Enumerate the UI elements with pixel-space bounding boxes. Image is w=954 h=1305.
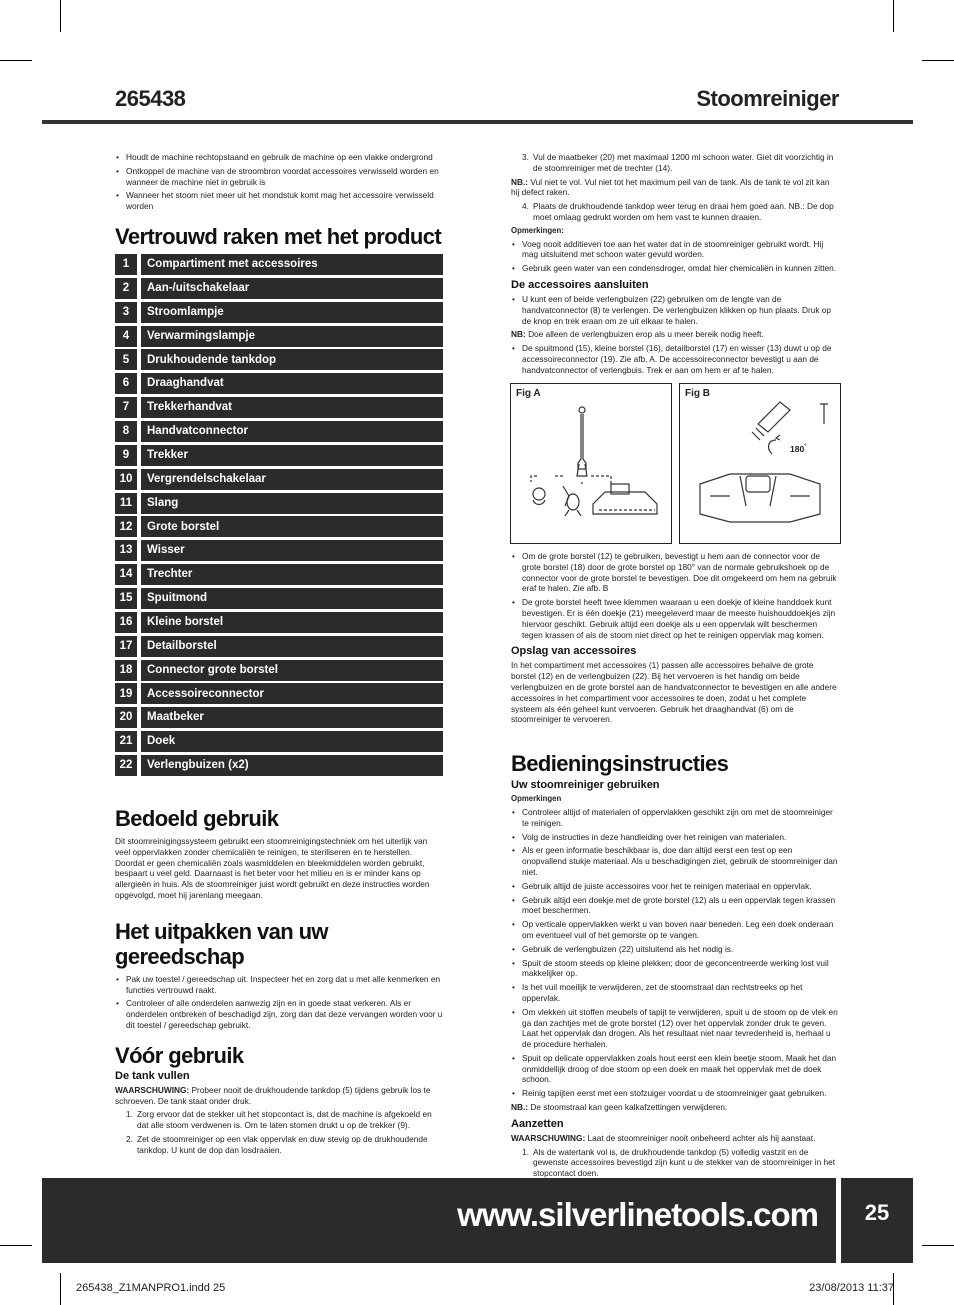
nb-paragraph: [511, 1102, 839, 1113]
parts-list-row: [115, 302, 443, 323]
warning-paragraph: [115, 1085, 443, 1107]
list-item: • Ontkoppel de machine van de stroombron voordat accessoires verwisseld worden en wanneer de machine niet in gebruik is: [126, 166, 443, 188]
parts-list-row: [115, 326, 443, 347]
part-number: 16: [115, 612, 137, 633]
part-number: 1: [115, 254, 137, 275]
step-number: 4.: [522, 201, 529, 212]
left-column: [115, 152, 443, 1159]
section-title-operation: Bedieningsinstructies: [511, 751, 729, 777]
step-text: Zorg ervoor dat de stekker uit het stopcontact is, dat de machine is afgekoeld en dat alle stoom verdwenen is. Om te laten stomen drukt u op de trekker (9).: [137, 1109, 432, 1131]
website-link[interactable]: www.silverlinetools.com: [457, 1196, 818, 1233]
list-item: • Gebruik de verlengbuizen (22) uitsluitend als het nodig is.: [522, 944, 839, 955]
part-name: Handvatconnector: [141, 421, 443, 442]
list-item: • U kunt een of beide verlengbuizen (22) gebruiken om de lengte van de handvatconnector (8) te verlengen. De verlengbuizen klikken op hun plaats. Druk op de knop en trek eraan om ze uit elkaar te halen.: [522, 294, 839, 326]
part-name: Stroomlampje: [141, 302, 443, 323]
parts-list-row: [115, 731, 443, 752]
warning-label: WAARSCHUWING:: [511, 1132, 586, 1143]
angle-value: 180: [790, 444, 805, 454]
step-text: Vul de maatbeker (20) met maximaal 1200 ml schoon water. Giet dit voorzichtig in de stoomreiniger met de trechter (14).: [533, 152, 834, 173]
remarks-label: Opmerkingen: [511, 794, 562, 804]
nb-label: NB.:: [511, 1102, 529, 1113]
list-item: • Gebruik geen water van een condensdroger, omdat hier chemicaliën in kunnen zitten.: [522, 263, 839, 274]
list-item: • Om vlekken uit stoffen meubels of tapijt te verwijderen, spuit u de stoom op de vlek en ga dan zachtjes met de grote borstel (12) over het oppervlak zonder druk te geven. Laat het oppervlak dan drogen. Als het resultaat niet naar tevredenheid is, herhaal u de procedure herhalen.: [522, 1007, 839, 1050]
parts-list-row: [115, 397, 443, 418]
step-number: 2.: [126, 1133, 133, 1144]
crop-mark: [922, 1245, 954, 1246]
part-number: 4: [115, 326, 137, 347]
figure-b-drawing: [680, 384, 840, 543]
figure-a-label: Fig A: [516, 388, 541, 399]
parts-list-row: [115, 493, 443, 514]
connect-bullets: [511, 343, 839, 375]
figure-b: [679, 383, 841, 544]
intended-use-text: Dit stoomreinigingssysteem gebruikt een stoomreinigingstechniek om het uiterlijk van veel oppervlakken zonder chemicaliën te reinigen, te steriliseren en te herstellen. Doordat er geen chemicaliën zoals wasmiddelen en bleekmiddelen worden gebruikt, bespaart u veel geld. Daarnaast is het beter voor het milieu en is er minder kans op allergieën in huis. Als de stoomreiniger juist wordt gebruikt en deze instructies worden opgevolgd, moet hij jarenlang meegaan.: [115, 836, 430, 901]
part-number: 19: [115, 683, 137, 704]
part-name: Wisser: [141, 540, 443, 561]
crop-mark: [922, 60, 954, 61]
parts-list-row: [115, 540, 443, 561]
part-name: Maatbeker: [141, 707, 443, 728]
parts-list-row: [115, 707, 443, 728]
step-number: 1.: [126, 1109, 133, 1120]
list-item: • Om de grote borstel (12) te gebruiken, bevestigt u hem aan de connector voor de grote borstel (18) door de grote borstel op 180° van de normale gebruikshoek op de connector voor de grote borstel te bevestigen. Doe dit omgekeerd om hem na gebruik eraf te halen. Zie afb. B: [522, 551, 839, 594]
part-name: Spuitmond: [141, 588, 443, 609]
step-number: 3.: [522, 152, 529, 162]
brush-bullets: [511, 551, 839, 640]
product-code: 265438: [115, 86, 186, 111]
figure-b-label: Fig B: [685, 388, 710, 399]
part-number: 7: [115, 397, 137, 418]
part-name: Detailborstel: [141, 636, 443, 657]
part-number: 5: [115, 349, 137, 370]
part-name: Verlengbuizen (x2): [141, 755, 443, 776]
part-name: Doek: [141, 731, 443, 752]
degree-symbol: °: [804, 444, 807, 451]
list-item: • Wanneer het stoom niet meer uit het mondstuk komt mag het accessoire verwisseld worden: [126, 190, 443, 212]
step-text: Als de watertank vol is, de drukhoudende tankdop (5) volledig vastzit en de gewenste accessoires bevestigd zijn kunt u de stekker van de stoomreiniger in het stopcontact doen.: [533, 1146, 836, 1179]
part-name: Slang: [141, 493, 443, 514]
part-name: Connector grote borstel: [141, 660, 443, 681]
part-number: 2: [115, 278, 137, 299]
nb-text: Doe alleen de verlengbuizen erop als u meer bereik nodig heeft.: [528, 329, 764, 340]
list-item: • Spuit de stoom steeds op kleine plekken; door de geconcentreerde werking lost vuil makkelijker op.: [522, 958, 839, 980]
subsection-connect-accessories: De accessoires aansluiten: [511, 278, 649, 291]
parts-list-row: [115, 421, 443, 442]
nb-label: NB:: [511, 329, 526, 340]
section-title-intended-use: Bedoeld gebruik: [115, 806, 279, 832]
warning-text: Probeer nooit de drukhoudende tankdop (5) tijdens gebruik los te schroeven. De tank staat onder druk.: [115, 1084, 431, 1106]
connect-bullets: [511, 294, 839, 326]
subsection-fill-tank: De tank vullen: [115, 1069, 190, 1082]
print-slug-file: 265438_Z1MANPRO1.indd 25: [76, 1282, 226, 1294]
print-slug-date: 23/08/2013 11:37: [809, 1282, 894, 1294]
list-item: [126, 1109, 443, 1131]
part-name: Kleine borstel: [141, 612, 443, 633]
step-text: Zet de stoomreiniger op een vlak oppervlak en duw stevig op de drukhoudende tankdop. U kunt de dop dan losdraaien.: [137, 1133, 428, 1155]
list-item: • Voeg nooit additieven toe aan het water dat in de stoomreiniger gebruikt wordt. Hij mag uitsluitend met schoon water gevuld worden.: [522, 239, 839, 261]
step-number: 1.: [522, 1146, 529, 1157]
crop-mark: [0, 1245, 32, 1246]
part-name: Vergrendelschakelaar: [141, 469, 443, 490]
start-steps: [511, 1147, 839, 1179]
part-number: 10: [115, 469, 137, 490]
part-name: Trechter: [141, 564, 443, 585]
nb-paragraph: [511, 177, 839, 199]
part-name: Trekker: [141, 445, 443, 466]
part-number: 8: [115, 421, 137, 442]
nb-text: De stoomstraal kan geen kalkafzettingen verwijderen.: [530, 1102, 728, 1113]
part-name: Drukhoudende tankdop: [141, 349, 443, 370]
part-number: 9: [115, 445, 137, 466]
footer-bar: [42, 1178, 836, 1263]
parts-list-row: [115, 516, 443, 537]
warning-paragraph: [511, 1133, 839, 1144]
part-number: 20: [115, 707, 137, 728]
list-item: • Spuit op delicate oppervlakken zoals hout eerst een klein beetje stoom. Maak het dan onmiddellijk droog of doe stoom op een doek en maak het oppervlak met de doek schoon.: [522, 1053, 839, 1085]
parts-list-row: [115, 588, 443, 609]
parts-list-row: [115, 564, 443, 585]
list-item: [522, 1146, 839, 1179]
list-item: [522, 152, 839, 174]
nb-label: NB.:: [511, 176, 529, 187]
list-item: [522, 201, 839, 223]
list-item: • Volg de instructies in deze handleiding over het reinigen van materialen.: [522, 832, 839, 843]
parts-list-row: [115, 349, 443, 370]
parts-list-row: [115, 445, 443, 466]
part-number: 18: [115, 660, 137, 681]
part-number: 13: [115, 540, 137, 561]
page-number: [841, 1178, 913, 1263]
remarks-bullets: [511, 239, 839, 274]
subsection-storage: Opslag van accessoires: [511, 645, 637, 658]
parts-list-row: [115, 636, 443, 657]
step-text: Plaats de drukhoudende tankdop weer terug en draai hem goed aan. NB.: De dop moet omlaag gedrukt worden om hem vast te kunnen draaien.: [533, 201, 834, 222]
part-name: Draaghandvat: [141, 373, 443, 394]
right-column-lower: [511, 551, 839, 1182]
list-item: • Als er geen informatie beschikbaar is, doe dan altijd eerst een test op een onopvallend stukje materiaal. Als u beschadigingen ziet, gebruik de stoomreiniger dan niet.: [522, 845, 839, 877]
operation-bullets: [511, 807, 839, 1099]
list-item: [126, 1133, 443, 1156]
part-number: 14: [115, 564, 137, 585]
parts-list-row: [115, 612, 443, 633]
product-name: Stoomreiniger: [696, 86, 839, 111]
part-name: Aan-/uitschakelaar: [141, 278, 443, 299]
subsection-use: Uw stoomreiniger gebruiken: [511, 779, 660, 792]
storage-text: In het compartiment met accessoires (1) passen alle accessoires behalve de grote borstel (12) en de verlengbuizen (22). Bij het vervoeren is het handig om beide verlengbuizen en de grote borstel aan de handvatconnector te bevestigen en alle andere accessoires in het compartiment voor accessoires te doen, zodat u het complete systeem als één geheel kunt vervoeren. Gebruik het draaghandvat (6) om de stoomreiniger te vervoeren.: [511, 660, 837, 725]
parts-list-row: [115, 660, 443, 681]
part-name: Compartiment met accessoires: [141, 254, 443, 275]
part-name: Grote borstel: [141, 516, 443, 537]
crop-mark: [60, 0, 61, 32]
warning-label: WAARSCHUWING:: [115, 1084, 190, 1095]
header-rule: [42, 120, 913, 124]
part-name: Accessoireconnector: [141, 683, 443, 704]
part-number: 3: [115, 302, 137, 323]
nb-paragraph: [511, 329, 839, 340]
page-number-text: 25: [864, 1200, 890, 1225]
parts-list-row: [115, 278, 443, 299]
parts-list-row: [115, 755, 443, 776]
list-item: • Reinig tapijten eerst met een stofzuiger voordat u de stoomreiniger gaat gebruiken.: [522, 1088, 839, 1099]
parts-list-row: [115, 373, 443, 394]
list-item: • Gebruik altijd de juiste accessoires voor het te reinigen materiaal en oppervlak.: [522, 881, 839, 892]
section-title-before-use: Vóór gebruik: [115, 1042, 244, 1068]
list-item: • De spuitmond (15), kleine borstel (16), detailborstel (17) en wisser (13) duwt u op de accessoireconnector (19). Zie afb. A. De accessoireconnector bevestigt u aan de handvatconnector of verlengbuis. Trek er aan om hem er af te halen.: [522, 343, 839, 375]
list-item: • Pak uw toestel / gereedschap uit. Inspecteer het en zorg dat u met alle kenmerken en functies vertrouwd raakt.: [126, 974, 443, 996]
part-number: 22: [115, 755, 137, 776]
nb-text: Vul niet te vol. Vul niet tot het maximum peil van de tank. Als de tank te vol zit kan hij defect raken.: [511, 176, 830, 198]
list-item: • Is het vuil moeilijk te verwijderen, zet de stoomstraal dan rechtstreeks op het oppervlak.: [522, 982, 839, 1004]
part-number: 6: [115, 373, 137, 394]
part-number: 11: [115, 493, 137, 514]
subsection-start: Aanzetten: [511, 1117, 564, 1130]
parts-list-row: [115, 254, 443, 275]
section-title-familiar: Vertrouwd raken met het product: [115, 223, 442, 249]
list-item: • Controleer altijd of materialen of oppervlakken geschikt zijn om met de stoomreiniger te reinigen.: [522, 807, 839, 829]
parts-list-row: [115, 683, 443, 704]
part-number: 15: [115, 588, 137, 609]
right-column: [511, 152, 839, 379]
part-number: 12: [115, 516, 137, 537]
part-name: Trekkerhandvat: [141, 397, 443, 418]
intro-bullets: [115, 152, 443, 212]
unpacking-bullets: [115, 974, 443, 1031]
fill-steps-continued: [511, 201, 839, 223]
fill-steps: [115, 1109, 443, 1155]
list-item: • De grote borstel heeft twee klemmen waaraan u een doekje of kleine handdoek kunt bevestigen. Er is één doekje (21) meegeleverd maar de meeste huishouddoekjes zijn hiervoor geschikt. Gebruik altijd een doekje als u een oppervlak wilt beschermen tegen krassen of als de stoom niet direct op het te reinigen oppervlak mag komen.: [522, 597, 839, 640]
section-title-unpacking: Het uitpakken van uw gereedschap: [115, 918, 328, 969]
figure-a-drawing: [511, 384, 671, 543]
parts-list-row: [115, 469, 443, 490]
part-number: 17: [115, 636, 137, 657]
list-item: • Op verticale oppervlakken werkt u van boven naar beneden. Leg een doek onderaan om eventueel vuil of het gemorste op te vangen.: [522, 919, 839, 941]
part-name: Verwarmingslampje: [141, 326, 443, 347]
remarks-label: Opmerkingen:: [511, 225, 564, 235]
figure-a: [510, 383, 672, 544]
crop-mark: [0, 60, 32, 61]
fill-steps-continued: [511, 152, 839, 174]
list-item: • Gebruik altijd een doekje met de grote borstel (12) als u een oppervlak tegen krassen moet beschermen.: [522, 895, 839, 917]
parts-list: [115, 254, 443, 776]
crop-mark: [893, 0, 894, 32]
list-item: • Houdt de machine rechtopstaand en gebruik de machine op een vlakke ondergrond: [126, 152, 443, 163]
warning-text: Laat de stoomreiniger nooit onbeheerd achter als hij aanstaat.: [587, 1132, 816, 1143]
list-item: • Controleer of alle onderdelen aanwezig zijn en in goede staat verkeren. Als er onderdelen ontbreken of beschadigd zijn, zorg dan dat deze vervangen worden voor u dit toestel / gereedschap gebruikt.: [126, 998, 443, 1030]
part-number: 21: [115, 731, 137, 752]
crop-mark: [60, 1273, 61, 1305]
